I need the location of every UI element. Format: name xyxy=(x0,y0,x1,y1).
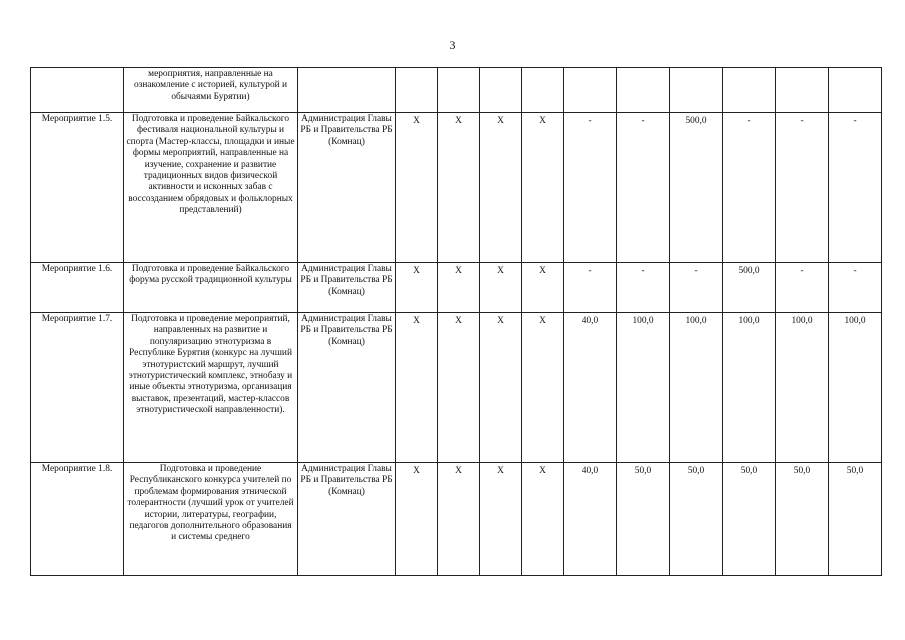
value-cell: - xyxy=(776,113,829,263)
mark-cell xyxy=(480,68,522,113)
value-cell: 50,0 xyxy=(723,463,776,576)
mark-cell: Х xyxy=(438,313,480,463)
mark-cell: Х xyxy=(522,313,564,463)
value-cell: - xyxy=(829,263,882,313)
value-cell: - xyxy=(617,263,670,313)
mark-cell xyxy=(438,68,480,113)
mark-cell: Х xyxy=(438,113,480,263)
value-cell: - xyxy=(617,113,670,263)
activity-name: Подготовка и проведение Байкальского фестиваля национальной культуры и спорта (Мастер-классы, площадки и иные формы мероприятий, направленные на изучение, сохранение и развитие традиционных видов физической активности и исконных забав с воссозданием обрядовых и фольклорных представлений) xyxy=(124,113,298,263)
activity-code: Мероприятие 1.7. xyxy=(31,313,124,463)
mark-cell: Х xyxy=(438,263,480,313)
table-row xyxy=(31,263,882,313)
activity-name: Подготовка и проведение Байкальского форума русской традиционной культуры xyxy=(124,263,298,313)
mark-cell: Х xyxy=(480,263,522,313)
value-cell xyxy=(776,68,829,113)
table-row xyxy=(31,68,882,113)
value-cell: 50,0 xyxy=(829,463,882,576)
page-number: 3 xyxy=(449,38,456,52)
activity-name: Подготовка и проведение мероприятий, направленных на развитие и популяризацию этнотуризма в Республике Бурятия (конкурс на лучший этнотуристский маршрут, лучший этнотуристический комплекс, этнобазу и иные объекты этнотуризма, организация выставок, презентаций, мастер-классов этнотуристической направленности). xyxy=(124,313,298,463)
activity-code xyxy=(31,68,124,113)
table-row xyxy=(31,463,882,576)
value-cell: 500,0 xyxy=(670,113,723,263)
mark-cell: Х xyxy=(438,463,480,576)
activity-name: Подготовка и проведение Республиканского конкурса учителей по проблемам формирования этнической толерантности (лучший урок от учителей истории, литературы, географии, педагогов дополнительного образования и системы среднего xyxy=(124,463,298,576)
table-row xyxy=(31,113,882,263)
table-row xyxy=(31,313,882,463)
value-cell: 100,0 xyxy=(723,313,776,463)
mark-cell: Х xyxy=(396,313,438,463)
activity-executor: Администрация Главы РБ и Правительства РБ (Комнац) xyxy=(298,113,396,263)
mark-cell xyxy=(396,68,438,113)
mark-cell: Х xyxy=(396,113,438,263)
activity-executor xyxy=(298,68,396,113)
activity-executor: Администрация Главы РБ и Правительства РБ (Комнац) xyxy=(298,463,396,576)
activity-name: мероприятия, направленные на ознакомление с историей, культурой и обычаями Бурятии) xyxy=(124,68,298,113)
mark-cell: Х xyxy=(396,263,438,313)
mark-cell: Х xyxy=(522,463,564,576)
value-cell: 100,0 xyxy=(670,313,723,463)
activity-code: Мероприятие 1.5. xyxy=(31,113,124,263)
value-cell: - xyxy=(564,113,617,263)
value-cell: - xyxy=(776,263,829,313)
value-cell: 40,0 xyxy=(564,313,617,463)
program-activities-table xyxy=(30,67,882,576)
value-cell: 50,0 xyxy=(670,463,723,576)
value-cell: 500,0 xyxy=(723,263,776,313)
value-cell: - xyxy=(723,113,776,263)
mark-cell: Х xyxy=(396,463,438,576)
activity-executor: Администрация Главы РБ и Правительства РБ (Комнац) xyxy=(298,263,396,313)
value-cell xyxy=(829,68,882,113)
activity-executor: Администрация Главы РБ и Правительства РБ (Комнац) xyxy=(298,313,396,463)
value-cell xyxy=(723,68,776,113)
mark-cell: Х xyxy=(480,313,522,463)
value-cell: - xyxy=(564,263,617,313)
mark-cell xyxy=(522,68,564,113)
mark-cell: Х xyxy=(522,113,564,263)
mark-cell: Х xyxy=(480,113,522,263)
mark-cell: Х xyxy=(480,463,522,576)
activity-code: Мероприятие 1.6. xyxy=(31,263,124,313)
value-cell: 40,0 xyxy=(564,463,617,576)
value-cell: 100,0 xyxy=(617,313,670,463)
value-cell xyxy=(564,68,617,113)
activity-code: Мероприятие 1.8. xyxy=(31,463,124,576)
value-cell: 50,0 xyxy=(776,463,829,576)
value-cell: 50,0 xyxy=(617,463,670,576)
mark-cell: Х xyxy=(522,263,564,313)
value-cell: 100,0 xyxy=(776,313,829,463)
value-cell: - xyxy=(829,113,882,263)
value-cell xyxy=(617,68,670,113)
value-cell xyxy=(670,68,723,113)
value-cell: - xyxy=(670,263,723,313)
value-cell: 100,0 xyxy=(829,313,882,463)
